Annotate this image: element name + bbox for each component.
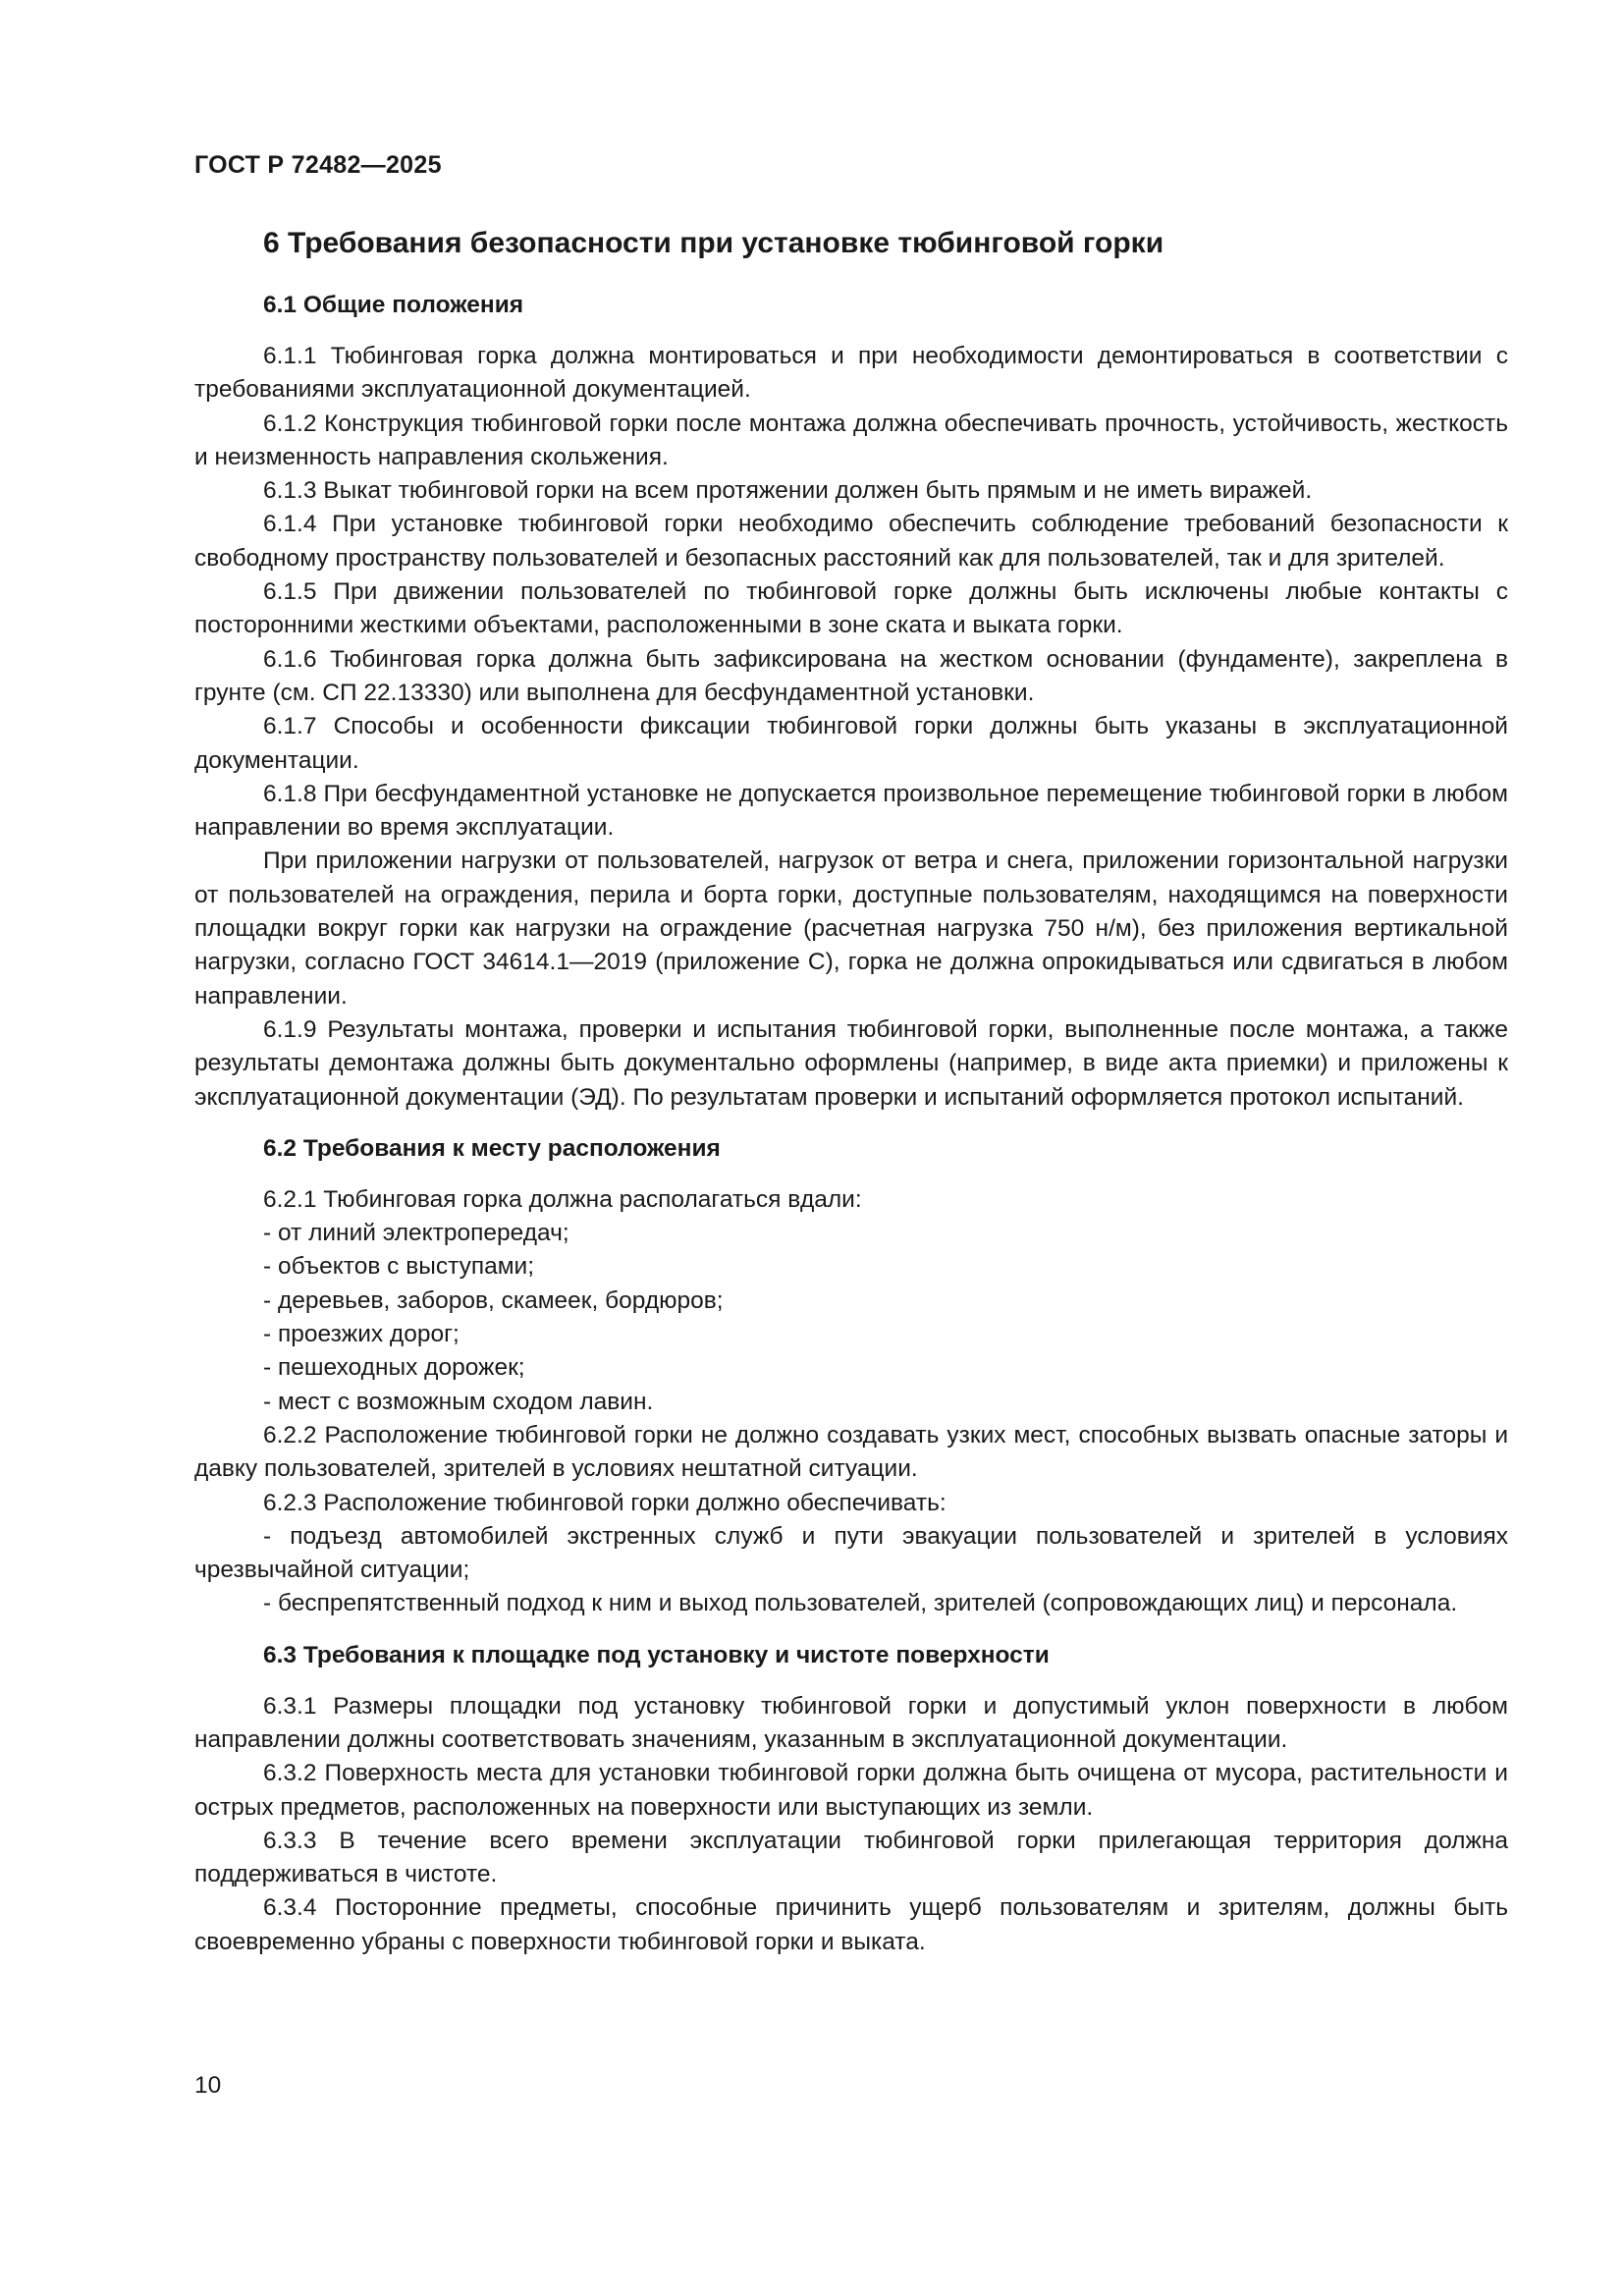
document-code: ГОСТ Р 72482—2025 <box>194 151 442 179</box>
paragraph-6-1-5: 6.1.5 При движении пользователей по тюбинговой горке должны быть исключены любые контакты с посторонними жесткими объектами, расположенными в зоне ската и выката горки. <box>194 578 1508 639</box>
paragraph-6-1-8: 6.1.8 При бесфундаментной установке не допускается произвольное перемещение тюбинговой горки в любом направлении во время эксплуатации. <box>194 780 1508 842</box>
paragraph-6-2-3: 6.2.3 Расположение тюбинговой горки должно обеспечивать: <box>263 1489 947 1516</box>
paragraph-6-3-1: 6.3.1 Размеры площадки под установку тюбинговой горки и допустимый уклон поверхности в любом направлении должны соответствовать значениям, указанным в эксплуатационной документации. <box>194 1692 1508 1753</box>
list-item: - мест с возможным сходом лавин. <box>263 1388 654 1415</box>
list-item: - объектов с выступами; <box>263 1253 535 1281</box>
list-item: - проезжих дорог; <box>263 1321 460 1348</box>
document-body <box>194 224 1508 1959</box>
paragraph-6-1-3: 6.1.3 Выкат тюбинговой горки на всем протяжении должен быть прямым и не иметь виражей. <box>263 477 1313 505</box>
paragraph-6-2-1: 6.2.1 Тюбинговая горка должна располагаться вдали: <box>263 1185 862 1213</box>
paragraph-6-3-3: 6.3.3 В течение всего времени эксплуатации тюбинговой горки прилегающая территория должна поддерживаться в чистоте. <box>194 1827 1508 1888</box>
list-item: - беспрепятственный подход к ним и выход пользователей, зрителей (сопровождающих лиц) и персонала. <box>263 1590 1458 1617</box>
paragraph-6-1-8-load: При приложении нагрузки от пользователей, нагрузок от ветра и снега, приложении горизонтальной нагрузки от пользователей на ограждения, перила и борта горки, доступные пользователям, находящимся на поверхности площадки вокруг горки как нагрузки на ограждение (расчетная нагрузка 750 н/м), без приложения вертикальной нагрузки, согласно ГОСТ 34614.1—2019 (приложение С), горка не должна опрокидываться или сдвигаться в любом направлении. <box>194 847 1508 1010</box>
list-item: - подъезд автомобилей экстренных служб и пути эвакуации пользователей и зрителей в условиях чрезвычайной ситуации; <box>194 1522 1508 1584</box>
paragraph-6-1-7: 6.1.7 Способы и особенности фиксации тюбинговой горки должны быть указаны в эксплуатационной документации. <box>194 713 1508 774</box>
paragraph-6-2-2: 6.2.2 Расположение тюбинговой горки не должно создавать узких мест, способных вызвать опасные заторы и давку пользователей, зрителей в условиях нештатной ситуации. <box>194 1421 1508 1483</box>
paragraph-6-3-4: 6.3.4 Посторонние предметы, способные причинить ущерб пользователям и зрителям, должны быть своевременно убраны с поверхности тюбинговой горки и выката. <box>194 1894 1508 1955</box>
subsection-title-6-1: 6.1 Общие положения <box>263 292 524 318</box>
section-title: 6 Требования безопасности при установке тюбинговой горки <box>263 227 1164 259</box>
list-item: - деревьев, заборов, скамеек, бордюров; <box>263 1286 724 1314</box>
paragraph-6-1-9: 6.1.9 Результаты монтажа, проверки и испытания тюбинговой горки, выполненные после монтажа, а также результаты демонтажа должны быть документально оформлены (например, в виде акта приемки) и приложены к эксплуатационной документации (ЭД). По результатам проверки и испытаний оформляется протокол испытаний. <box>194 1015 1508 1111</box>
page-number: 10 <box>194 2072 222 2099</box>
list-item: - от линий электропередач; <box>263 1220 569 1247</box>
paragraph-6-1-2: 6.1.2 Конструкция тюбинговой горки после монтажа должна обеспечивать прочность, устойчивость, жесткость и неизменность направления скольжения. <box>194 410 1508 470</box>
subsection-title-6-3: 6.3 Требования к площадке под установку и чистоте поверхности <box>263 1641 1050 1668</box>
subsection-title-6-2: 6.2 Требования к месту расположения <box>263 1134 721 1162</box>
paragraph-6-1-1: 6.1.1 Тюбинговая горка должна монтироваться и при необходимости демонтироваться в соответствии с требованиями эксплуатационной документацией. <box>194 343 1508 404</box>
list-item: - пешеходных дорожек; <box>263 1354 525 1382</box>
paragraph-6-1-4: 6.1.4 При установке тюбинговой горки необходимо обеспечить соблюдение требований безопасности к свободному пространству пользователей и безопасных расстояний как для пользователей, так и для зрителей. <box>194 511 1508 572</box>
paragraph-6-1-6: 6.1.6 Тюбинговая горка должна быть зафиксирована на жестком основании (фундаменте), закреплена в грунте (см. СП 22.13330) или выполнена для бесфундаментной установки. <box>194 645 1508 706</box>
paragraph-6-3-2: 6.3.2 Поверхность места для установки тюбинговой горки должна быть очищена от мусора, растительности и острых предметов, расположенных на поверхности или выступающих из земли. <box>194 1760 1508 1821</box>
